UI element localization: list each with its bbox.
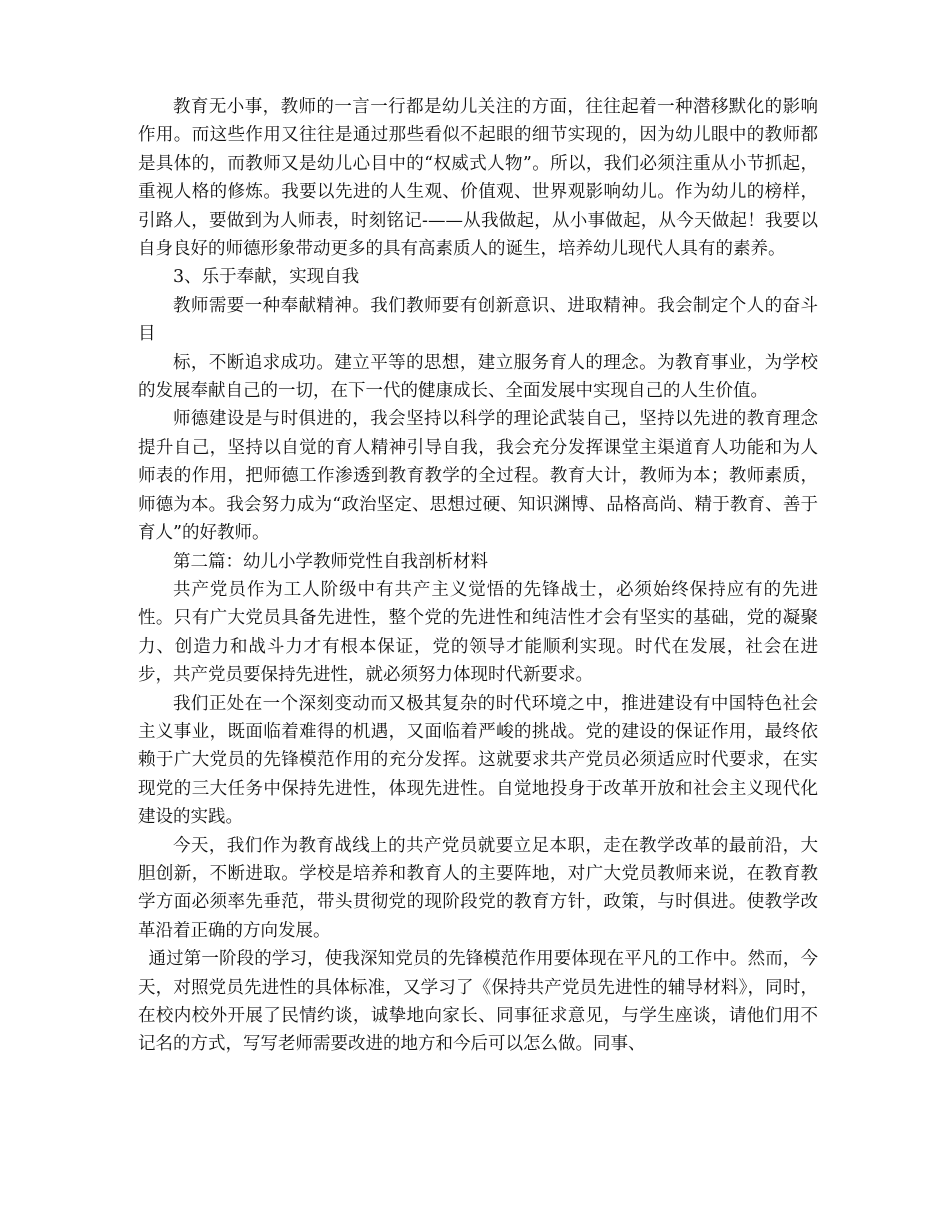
paragraph-dedication-goals: 标，不断追求成功。建立平等的思想，建立服务育人的理念。为教育事业，为学校的发展奉献自己的一切，在下一代的健康成长、全面发展中实现自己的人生价值。 — [138, 352, 818, 402]
paragraph-ethics-building: 师德建设是与时俱进的，我会坚持以科学的理论武装自己，坚持以先进的教育理念提升自己，坚持以自觉的育人精神引导自我，我会充分发挥课堂主渠道育人功能和为人师表的作用，把师德工作渗透到教育教学的全过程。教育大计，教师为本；教师素质，师德为本。我会努力成为“政治坚定、思想过硬、知识渊博、品格高尚、精于教育、善于育人”的好教师。 — [138, 409, 818, 544]
document-page — [138, 93, 818, 1059]
paragraph-party-advanced: 共产党员作为工人阶级中有共产主义觉悟的先锋战士，必须始终保持应有的先进性。只有广大党员具备先进性，整个党的先进性和纯洁性才会有坚实的基础，党的凝聚力、创造力和战斗力才有根本保证，党的领导才能顺利实现。时代在发展，社会在进步，共产党员要保持先进性，就必须努力体现时代新要求。 — [138, 579, 818, 686]
heading-dedication: 3、乐于奉献，实现自我 — [173, 267, 360, 288]
paragraph-dedication-intro: 教师需要一种奉献精神。我们教师要有创新意识、进取精神。我会制定个人的奋斗目 — [138, 295, 818, 345]
paragraph-first-stage-study: 通过第一阶段的学习，使我深知党员的先锋模范作用要体现在平凡的工作中。然而，今天，对照党员先进性的具体标准，又学习了《保持共产党员先进性的辅导材料》，同时，在校内校外开展了民情约谈，诚挚地向家长、同事征求意见，与学生座谈，请他们用不记名的方式，写写老师需要改进的地方和今后可以怎么做。同事、 — [138, 949, 818, 1055]
heading-part-two: 第二篇：幼儿小学教师党性自我剖析材料 — [173, 551, 488, 572]
paragraph-era-environment: 我们正处在一个深刻变动而又极其复杂的时代环境之中，推进建设有中国特色社会主义事业，既面临着难得的机遇，又面临着严峻的挑战。党的建设的保证作用，最终依赖于广大党员的先锋模范作用的充分发挥。这就要求共产党员必须适应时代要求，在实现党的三大任务中保持先进性，体现先进性。自觉地投身于改革开放和社会主义现代化建设的实践。 — [138, 693, 818, 828]
paragraph-education-front: 今天，我们作为教育战线上的共产党员就要立足本职，走在教学改革的最前沿，大胆创新，不断进取。学校是培养和教育人的主要阵地，对广大党员教师来说，在教育教学方面必须率先垂范，带头贯彻党的现阶段党的教育方针，政策，与时俱进。使教学改革沿着正确的方向发展。 — [138, 835, 818, 941]
paragraph-teacher-details: 教育无小事，教师的一言一行都是幼儿关注的方面，往往起着一种潜移默化的影响作用。而这些作用又往往是通过那些看似不起眼的细节实现的，因为幼儿眼中的教师都是具体的，而教师又是幼儿心目中的“权威式人物”。所以，我们必须注重从小节抓起，重视人格的修炼。我要以先进的人生观、价值观、世界观影响幼儿。作为幼儿的榜样，引路人，要做到为人师表，时刻铭记-——从我做起，从小事做起，从今天做起！我要以自身良好的师德形象带动更多的具有高素质人的诞生，培养幼儿现代人具有的素养。 — [138, 97, 818, 260]
